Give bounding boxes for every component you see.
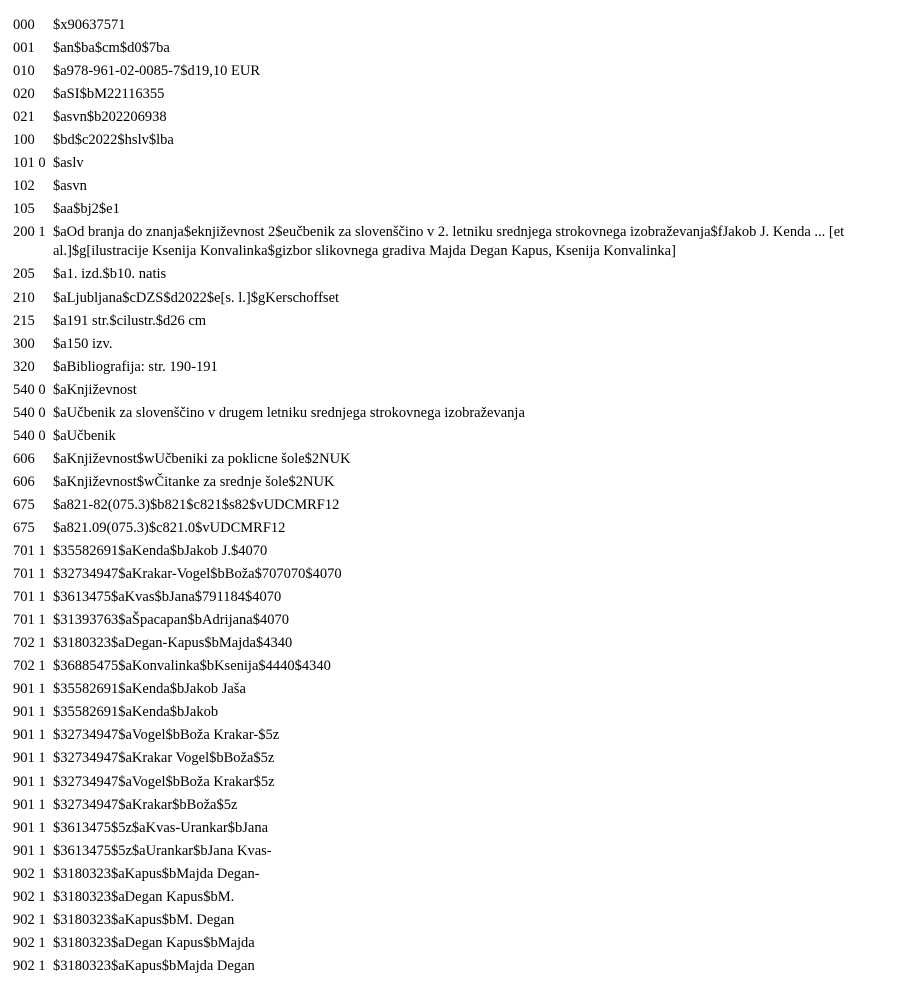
field-tag: 105 [13,201,35,218]
field-value: $aa$bj2$e1 [53,201,120,218]
record-field-row [13,657,893,676]
field-tag: 215 [13,312,35,329]
field-value: $aUčbenik [53,427,116,444]
record-field-row [13,703,893,722]
field-value: $a821.09(075.3)$c821.0$vUDCMRF12 [53,519,286,536]
field-value: $35582691$aKenda$bJakob Jaša [53,681,246,698]
record-field-row [13,726,893,745]
field-value: $32734947$aKrakar$bBoža$5z [53,796,238,813]
field-tag: 701 1 [13,612,46,629]
field-tag: 901 1 [13,681,46,698]
field-value: $32734947$aKrakar-Vogel$bBoža$707070$4070 [53,566,342,583]
field-value: $32734947$aVogel$bBoža Krakar$5z [53,773,275,790]
field-tag: 010 [13,63,35,80]
field-tag: 540 0 [13,427,46,444]
field-tag: 675 [13,496,35,513]
record-field-row [13,819,893,838]
record-field-row [13,108,893,127]
field-tag: 901 1 [13,750,46,767]
field-value: $31393763$aŠpacapan$bAdrijana$4070 [53,612,289,629]
record-field-row [13,865,893,884]
record-field-row [13,358,893,377]
field-value: $32734947$aKrakar Vogel$bBoža$5z [53,750,275,767]
record-field-row [13,427,893,446]
field-value: $a191 str.$cilustr.$d26 cm [53,312,207,329]
field-value: $a978-961-02-0085-7$d19,10 EUR [53,63,261,80]
field-tag: 320 [13,358,35,375]
field-value: $bd$c2022$hslv$lba [53,132,174,149]
field-value: $36885475$aKonvalinka$bKsenija$4440$4340 [53,658,331,675]
field-value: $asvn$b202206938 [53,109,167,126]
field-value: $aSI$bM22116355 [53,86,165,103]
record-field-row [13,842,893,861]
record-field-row [13,888,893,907]
field-tag: 102 [13,178,35,195]
field-tag: 020 [13,86,35,103]
field-value: $32734947$aVogel$bBoža Krakar-$5z [53,727,280,744]
field-value: $a1. izd.$b10. natis [53,266,167,283]
record-field-row [13,381,893,400]
record-field-row [13,335,893,354]
field-value: $a150 izv. [53,335,113,352]
field-tag: 675 [13,519,35,536]
field-value: $35582691$aKenda$bJakob [53,704,219,721]
field-value: $aUčbenik za slovenščino v drugem letniku srednjega strokovnega izobraževanja [53,404,525,421]
record-field-row [13,634,893,653]
field-value: $3180323$aKapus$bMajda Degan- [53,865,260,882]
field-tag: 901 1 [13,796,46,813]
field-value: $aKnjiževnost [53,381,137,398]
field-tag: 702 1 [13,635,46,652]
record-field-row [13,957,893,976]
record-field-row [13,680,893,699]
record-field-row [13,85,893,104]
field-value: $asvn [53,178,87,195]
field-value: $a821-82(075.3)$b821$c821$s82$vUDCMRF12 [53,496,340,513]
field-tag: 540 0 [13,404,46,421]
field-tag: 901 1 [13,704,46,721]
record-field-row [13,289,893,308]
field-tag: 701 1 [13,566,46,583]
field-value: $3180323$aDegan Kapus$bMajda [53,934,255,951]
field-tag: 540 0 [13,381,46,398]
record-field-row [13,565,893,584]
record-field-row [13,911,893,930]
record-field-row [13,16,893,35]
record-field-row [13,611,893,630]
field-tag: 300 [13,335,35,352]
field-tag: 001 [13,40,35,57]
field-value: $3180323$aDegan-Kapus$bMajda$4340 [53,635,293,652]
field-tag: 902 1 [13,957,46,974]
field-value: $x90637571 [53,17,126,33]
field-tag: 205 [13,266,35,283]
field-value: $3613475$5z$aKvas-Urankar$bJana [53,819,269,836]
field-tag: 902 1 [13,934,46,951]
field-value: $3180323$aKapus$bMajda Degan [53,957,255,974]
field-tag: 901 1 [13,727,46,744]
record-field-row [13,39,893,58]
record-field-row [13,177,893,196]
record-field-row [13,519,893,538]
record-field-row [13,450,893,469]
field-value: $3180323$aKapus$bM. Degan [53,911,235,928]
field-value: $aOd branja do znanja$eknjiževnost 2$eučbenik za slovenščino v 2. letniku srednjega strokovnega izobraževanja$fJakob J. Kenda ... [et al.]$g[ilustracije Ksenija Konvalinka$gizbor slikovnega gradiva Majda Degan Kapus, Ksenija Konvalinka] [53,224,848,260]
field-value: $3613475$5z$aUrankar$bJana Kvas- [53,842,272,859]
field-tag: 702 1 [13,658,46,675]
field-tag: 701 1 [13,589,46,606]
field-value: $an$ba$cm$d0$7ba [53,40,170,57]
field-tag: 101 0 [13,155,46,172]
record-field-row [13,312,893,331]
record-field-row [13,749,893,768]
record-field-row [13,934,893,953]
record-field-row [13,588,893,607]
record-field-row [13,473,893,492]
field-value: $3180323$aDegan Kapus$bM. [53,888,235,905]
field-tag: 606 [13,473,35,490]
field-tag: 701 1 [13,543,46,560]
field-value: $3613475$aKvas$bJana$791184$4070 [53,589,282,606]
record-field-row [13,542,893,561]
field-value: $aKnjiževnost$wČitanke za srednje šole$2NUK [53,473,335,490]
record-field-row [13,773,893,792]
field-tag: 021 [13,109,35,126]
marc-record [13,16,893,980]
field-value: $aslv [53,155,84,172]
record-field-row [13,200,893,219]
field-tag: 000 [13,17,35,33]
field-tag: 902 1 [13,911,46,928]
record-field-row [13,223,893,261]
record-field-row [13,796,893,815]
record-field-row [13,404,893,423]
field-tag: 902 1 [13,865,46,882]
field-tag: 901 1 [13,842,46,859]
field-value: $aLjubljana$cDZS$d2022$e[s. l.]$gKerschoffset [53,289,340,306]
record-field-row [13,265,893,284]
field-value: $aBibliografija: str. 190-191 [53,358,218,375]
field-value: $aKnjiževnost$wUčbeniki za poklicne šole$2NUK [53,450,351,467]
field-tag: 200 1 [13,224,46,241]
record-field-row [13,154,893,173]
field-tag: 901 1 [13,773,46,790]
record-field-row [13,62,893,81]
field-tag: 902 1 [13,888,46,905]
field-value: $35582691$aKenda$bJakob J.$4070 [53,543,268,560]
field-tag: 606 [13,450,35,467]
record-field-row [13,496,893,515]
field-tag: 901 1 [13,819,46,836]
field-tag: 100 [13,132,35,149]
field-tag: 210 [13,289,35,306]
record-field-row [13,131,893,150]
